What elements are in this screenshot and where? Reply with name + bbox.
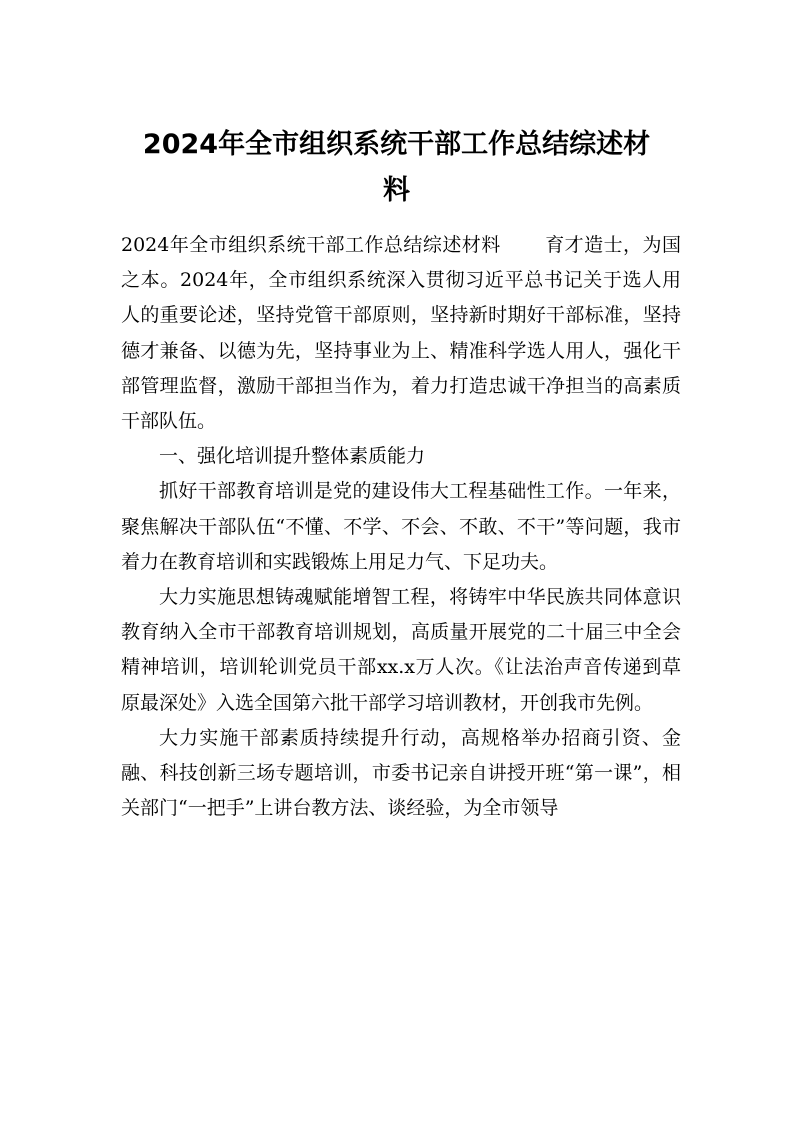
document-title-line-2: 料 — [383, 175, 410, 206]
body-paragraph-2: 大力实施思想铸魂赋能增智工程，将铸牢中华民族共同体意识教育纳入全市干部教育培训规划，高质量开展党的二十届三中全会精神培训，培训轮训党员干部xx.x万人次。《让法治声音传递到草原最深处》入选全国第六批干部学习培训教材，开创我市先例。 — [121, 586, 681, 714]
intro-lead: 2024年全市组织系统干部工作总结综述材料 — [121, 234, 501, 256]
section-heading: 一、强化培训提升整体素质能力 — [159, 445, 426, 468]
document-body — [121, 228, 681, 826]
intro-rest: 育才造士，为国之本。2024年，全市组织系统深入贯彻习近平总书记关于选人用人的重要论述，坚持党管干部原则，坚持新时期好干部标准，坚持德才兼备、以德为先，坚持事业为上、精准科学选人用人，强化干部管理监督，激励干部担当作为，着力打造忠诚干净担当的高素质干部队伍。 — [121, 234, 681, 433]
body-paragraph-1: 抓好干部教育培训是党的建设伟大工程基础性工作。一年来，聚焦解决干部队伍“不懂、不学、不会、不敢、不干”等问题，我市着力在教育培训和实践锻炼上用足力气、下足功夫。 — [121, 480, 681, 573]
body-paragraph-3: 大力实施干部素质持续提升行动，高规格举办招商引资、金融、科技创新三场专题培训，市委书记亲自讲授开班“第一课”，相关部门“一把手”上讲台教方法、谈经验，为全市领导 — [121, 726, 681, 820]
intro-paragraph — [121, 228, 681, 439]
document-title-line-1: 2024年全市组织系统干部工作总结综述材 — [142, 129, 651, 160]
